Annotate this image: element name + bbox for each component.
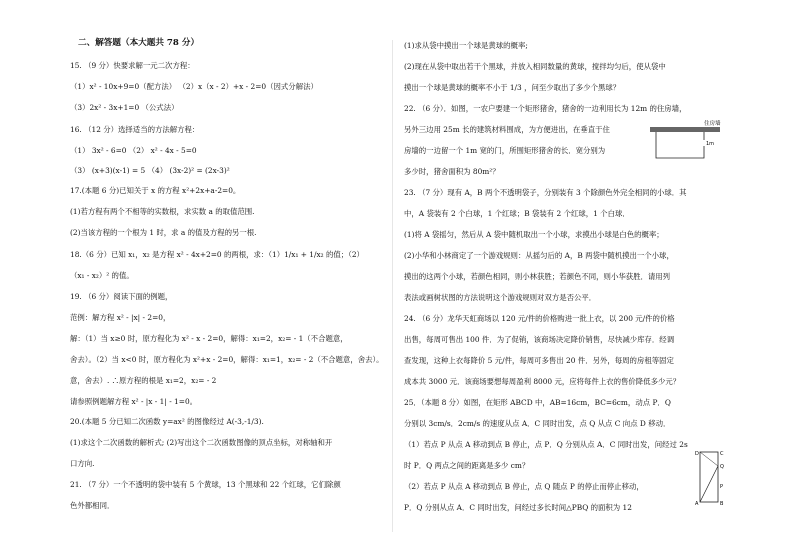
house-wall-label: 住房墙	[704, 121, 721, 127]
q21-part-2: (2)现在从袋中取出若干个黑球，并放入相同数量的黄球，搅拌均匀后，使从袋中	[404, 62, 666, 71]
label-q: Q	[720, 464, 724, 470]
segment-pq	[700, 466, 718, 502]
q19-example: 范例：解方程 x² - |x| - 2=0，	[70, 313, 171, 322]
q19-title: 19. （6 分）阅读下面的例题，	[70, 292, 173, 301]
q18-line-2: （x₁ - x₂）² 的值。	[70, 271, 134, 280]
q17-part-1: (1)若方程有两个不相等的实数根，求实数 a 的取值范围.	[70, 207, 255, 216]
q15-part-3: （3）2x² - 3x+1=0 （公式法）	[70, 103, 179, 112]
q17-title: 17.(本题 6 分)已知关于 x 的方程 x²+2x+a-2=0。	[70, 186, 241, 195]
q19-solution-1: 解：（1）当 x≥0 时，原方程化为 x² - x - 2=0，解得：x₁=2，x₂= - 1（不合题意，	[70, 334, 348, 343]
segment-dq	[700, 452, 718, 466]
q15-title: 15. （9 分）快要求解一元二次方程：	[70, 61, 195, 70]
q22-line-4: 多少时，猪舍面积为 80m²？	[404, 167, 500, 176]
label-c: C	[720, 451, 724, 457]
rectangle-abcd	[700, 452, 718, 502]
q20-title: 20.(本题 5 分已知二次函数 y=ax² 的图像经过 A(-3,-1/3).	[70, 417, 264, 426]
q25-line-2: 分别以 3cm/s．2cm/s 的速度从点 A．C 同时出发，点 Q 从点 C 向点 D 移动．	[404, 419, 671, 428]
label-p: P	[720, 484, 724, 490]
q25-part-2: （2）若点 P 从点 A 移动到点 B 停止，点 Q 随点 P 的停止而停止移动，	[404, 482, 644, 491]
q18-line-1: 18.（6 分）已知 x₁，x₂ 是方程 x² - 4x+2=0 的两根，求：（1）1/x₁ + 1/x₂ 的值；（2）	[70, 250, 364, 259]
q23-part-2-end: 表法或画树状图的方法说明这个游戏规则对双方是否公平．	[404, 293, 597, 302]
q16-title: 16. （12 分）选择适当的方法解方程：	[70, 125, 200, 134]
q23-title: 23. （7 分）现有 A，B 两个不透明袋子，分别装有 3 个除颜色外完全相同的小球．其	[404, 188, 687, 197]
q21-title: 21. （7 分）一个不透明的袋中装有 5 个黄球，13 个黑球和 22 个红球，它们除颜	[70, 480, 341, 489]
q17-part-2: (2)当该方程的一个根为 1 时，求 a 的值及方程的另一根.	[70, 228, 257, 237]
q21-title-cont: 色外都相同．	[70, 501, 115, 510]
q24-line-4: 成本共 3000 元．该商场要想每周盈利 8000 元，应将每件上衣的售价降低多少元？	[404, 377, 681, 386]
q20-parts: (1)求这个二次函数的解析式; (2)写出这个二次函数图像的顶点坐标，对称轴和开	[70, 438, 333, 447]
q21-part-2-cont: 摸出一个球是黄球的概率不小于 1/3 ，问至少取出了多少个黑球？	[404, 83, 621, 92]
q23-part-1: (1)将 A 袋摇匀，然后从 A 袋中随机取出一个小球，求摸出小球是白色的概率；	[404, 230, 664, 239]
label-d: D	[695, 451, 699, 457]
section-title: 二、解答题（本大题共 78 分）	[78, 38, 200, 48]
rectangle-figure	[692, 446, 726, 508]
q25-title: 25．（本题 8 分）如图，在矩形 ABCD 中，AB=16cm，BC=6cm，动点 P．Q	[404, 398, 671, 407]
q24-line-3: 查发现，这种上衣每降价 5 元/件，每周可多售出 20 件．另外，每周的房租等固定	[404, 356, 674, 365]
q19-solution-3: 意，舍去）. ∴原方程的根是 x₁=2，x₂= - 2	[70, 376, 217, 385]
pigsty-figure	[646, 118, 726, 164]
q22-line-2: 另外三边用 25m 长的建筑材料围成，为方便进出，在垂直于住	[404, 125, 610, 134]
column-divider	[392, 40, 393, 532]
q25-part-2-cont: P．Q 分别从点 A．C 同时出发，问经过多长时间△PBQ 的面积为 12	[404, 503, 632, 512]
q15-parts-1-2: （1）x² - 10x+9=0（配方法） （2）x（x - 2）+x - 2=0（因式分解法）	[70, 82, 318, 91]
q20-parts-cont: 口方向.	[70, 459, 95, 468]
q23-part-2-cont: 摸出的这两个小球，若颜色相同，则小林获胜；若颜色不同，则小华获胜．请用列	[404, 272, 671, 281]
q24-title: 24. （6 分）龙华天虹商场以 120 元/件的价格购进一批上衣，以 200 元/件的价格	[404, 314, 675, 323]
q24-line-2: 出售，每周可售出 100 件．为了促销，该商场决定降价销售，尽快减少库存．经调	[404, 335, 675, 344]
q16-parts-3-4: （3） (x+3)(x-1) = 5 （4） (3x-2)² = (2x-3)²	[70, 166, 230, 175]
q23-part-2: (2)小华和小林商定了一个游戏规则：从摇匀后的 A，B 两袋中随机摸出一个小球，	[404, 251, 674, 260]
q25-part-1-cont: 时 P．Q 两点之间的距离是多少 cm？	[404, 461, 530, 470]
q21-part-1: (1)求从袋中摸出一个球是黄球的概率;	[404, 41, 528, 50]
label-a: A	[695, 501, 699, 507]
q22-line-3: 房墙的一边留一个 1m 宽的门，所围矩形猪舍的长．宽分别为	[404, 146, 606, 155]
q16-parts-1-2: （1） 3x² - 6=0 （2） x² - 4x - 5=0	[70, 146, 197, 155]
q22-title: 22. （6 分）．如图，一农户要建一个矩形猪舍，猪舍的一边利用长为 12m 的住房墙，	[404, 104, 687, 113]
q19-task: 请参照例题解方程 x² - |x - 1| - 1=0。	[70, 397, 198, 406]
door-width-label: 1m	[706, 141, 715, 147]
pigsty-outline	[656, 132, 704, 158]
q23-line-2: 中，A 袋装有 2 个白球，1 个红球；B 袋装有 2 个红球，1 个白球．	[404, 209, 630, 218]
house-wall	[650, 127, 720, 132]
label-b: B	[720, 501, 724, 507]
q19-solution-2: 舍去）。（2）当 x<0 时，原方程化为 x²+x - 2=0，解得：x₁=1，x₂= - 2（不合题意，舍去）。	[70, 355, 384, 364]
q25-part-1: （1）若点 P 从点 A 移动到点 B 停止，点 P．Q 分别从点 A．C 同时出发，问经过 2s	[404, 440, 688, 449]
